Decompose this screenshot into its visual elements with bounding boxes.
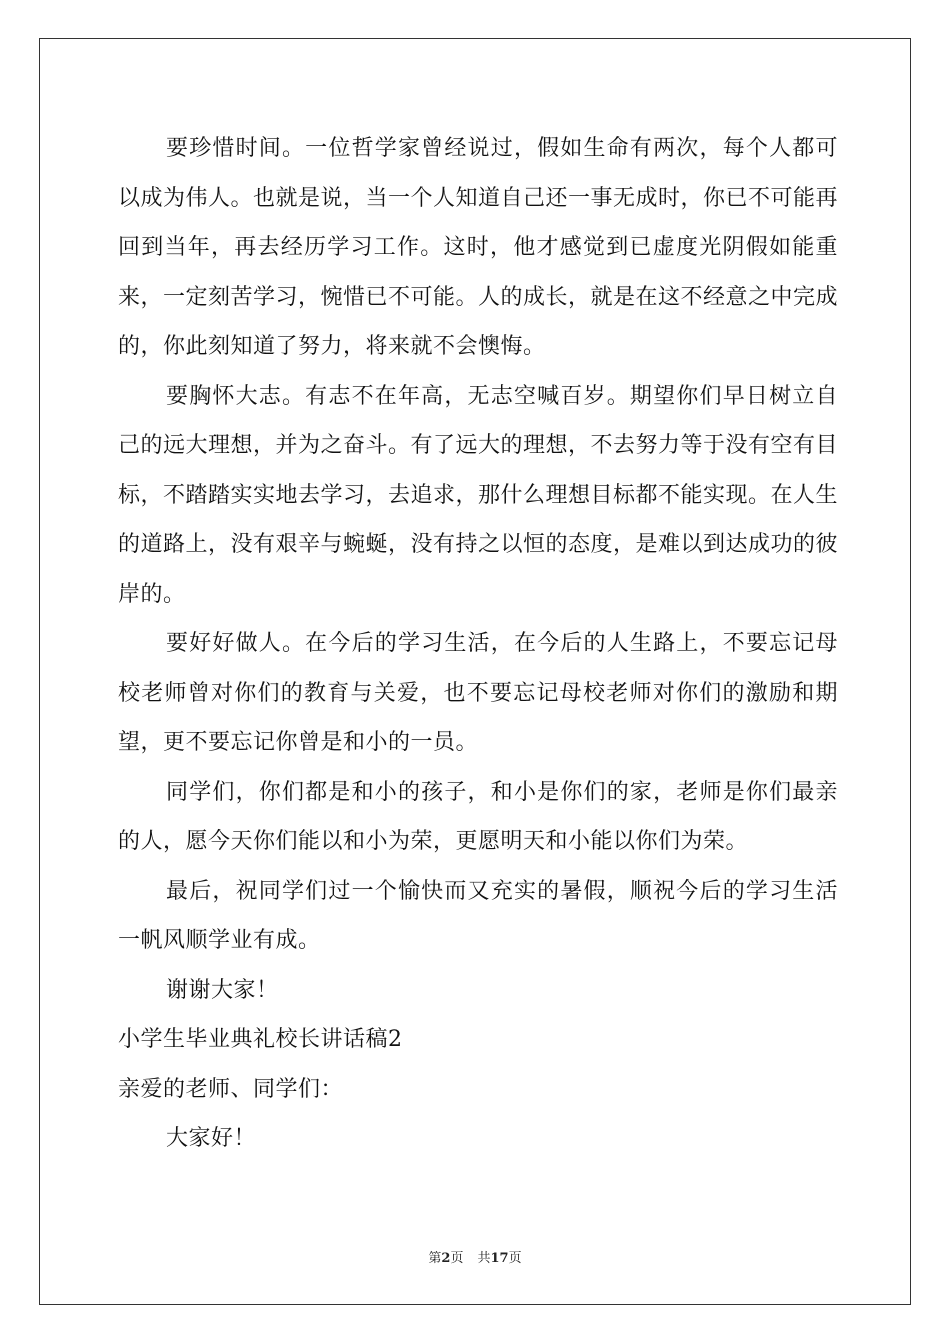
total-pages: 17 — [490, 1251, 509, 1266]
paragraph-ambition: 要胸怀大志。有志不在年高，无志空喊百岁。期望你们早日树立自己的远大理想，并为之奋斗。有了远大的理想，不去努力等于没有空有目标，不踏踏实实地去学习，去追求，那什么理想目标都不能实现。在人生的道路上，没有艰辛与蜿蜒，没有持之以恒的态度，是难以到达成功的彼岸的。 — [118, 383, 839, 607]
paragraph-closing-wishes: 最后，祝同学们过一个愉快而又充实的暑假，顺祝今后的学习生活一帆风顺学业有成。 — [118, 878, 838, 953]
paragraph-cherish-time: 要珍惜时间。一位哲学家曾经说过，假如生命有两次，每个人都可以成为伟人。也就是说，当一个人知道自己还一事无成时，你已不可能再回到当年，再去经历学习工作。这时，他才感觉到已虚度光阴假如能重来，一定刻苦学习，惋惜已不可能。人的成长，就是在这不经意之中完成的，你此刻知道了努力，将来就不会懊悔。 — [118, 136, 839, 359]
page-suffix: 页 — [450, 1251, 464, 1266]
section-title: 小学生毕业典礼校长讲话稿2 — [118, 1027, 403, 1052]
paragraph-be-good-person: 要好好做人。在今后的学习生活，在今后的人生路上，不要忘记母校老师曾对你们的教育与关爱，也不要忘记母校老师对你们的激励和期望，更不要忘记你曾是和小的一员。 — [118, 631, 838, 755]
salutation: 亲爱的老师、同学们： — [118, 1076, 344, 1102]
page-footer — [0, 1247, 950, 1266]
document-body — [118, 124, 838, 1164]
total-suffix: 页 — [508, 1251, 522, 1266]
paragraph-students: 同学们，你们都是和小的孩子，和小是你们的家，老师是你们最亲的人，愿今天你们能以和小为荣，更愿明天和小能以你们为荣。 — [118, 779, 838, 854]
page-prefix: 第 — [428, 1251, 442, 1266]
greeting: 大家好！ — [166, 1126, 257, 1151]
page-number: 2 — [441, 1251, 451, 1266]
paragraph-thanks: 谢谢大家！ — [166, 977, 279, 1003]
total-prefix: 共 — [477, 1251, 491, 1266]
